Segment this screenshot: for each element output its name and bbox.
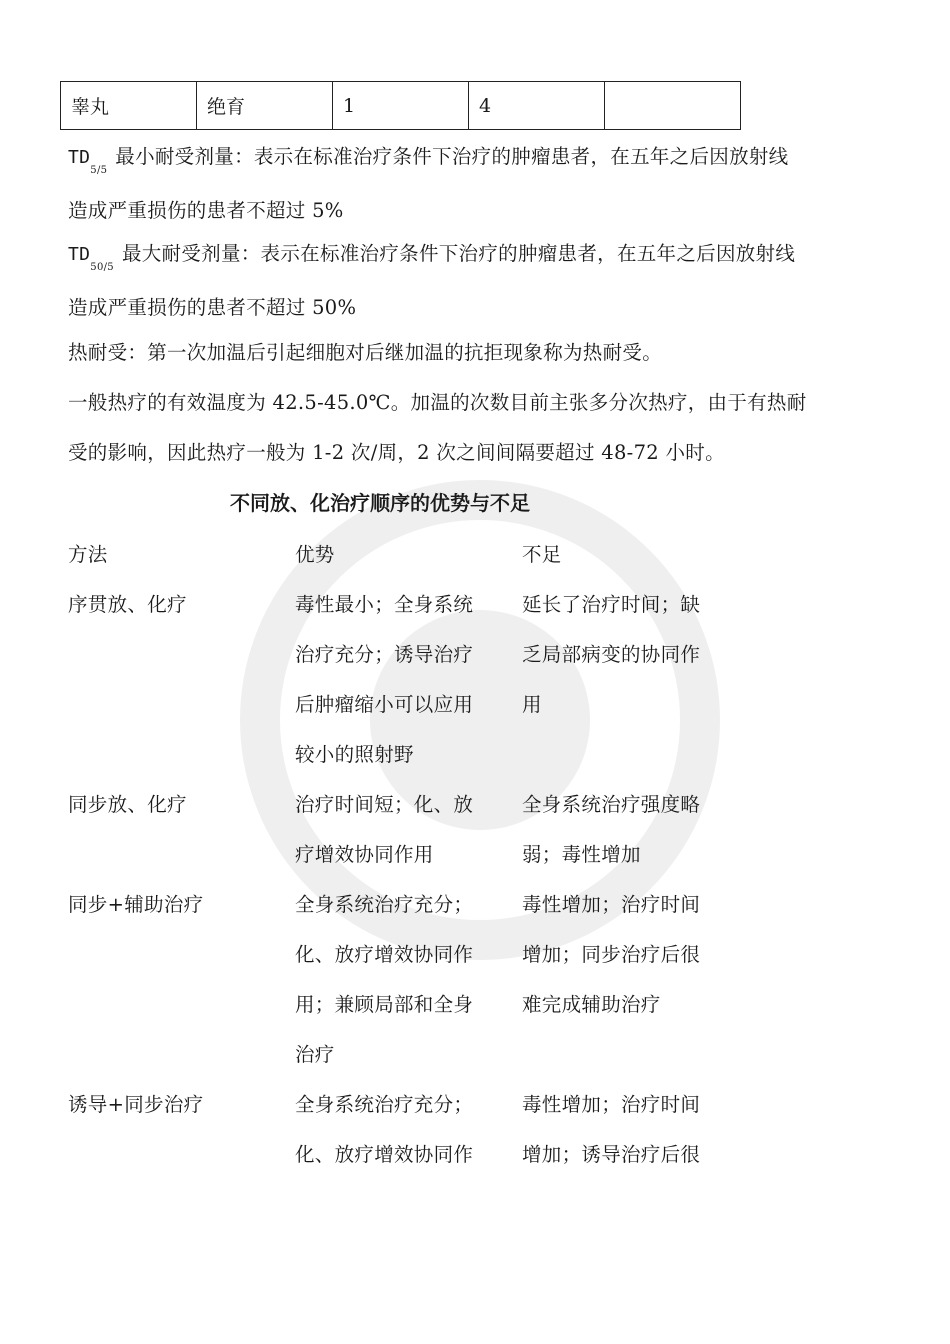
comparison-table [68, 530, 768, 1180]
disadvantage-line: 毒性增加；治疗时间 [522, 1093, 701, 1116]
disadvantage-line: 全身系统治疗强度略 [522, 793, 701, 816]
disadvantage-line: 毒性增加；治疗时间 [522, 893, 701, 916]
table-cell: 1 [333, 82, 469, 130]
method-cell [68, 1080, 295, 1180]
organ-dose-table [60, 81, 741, 130]
table-cell [605, 82, 741, 130]
thermo-tolerance-definition: 热耐受：第一次加温后引起细胞对后继加温的抗拒现象称为热耐受。 [68, 341, 663, 364]
disadvantage-line: 延长了治疗时间；缺 [522, 593, 701, 616]
comparison-row [68, 1080, 768, 1180]
advantage-line: 疗增效协同作用 [295, 843, 434, 866]
section-title: 不同放、化治疗顺序的优势与不足 [230, 491, 530, 515]
comparison-header-row [68, 530, 768, 580]
comparison-row [68, 780, 768, 880]
td55-definition [68, 132, 888, 236]
hyperthermia-line-2: 受的影响，因此热疗一般为 1-2 次/周，2 次之间间隔要超过 48-72 小时。 [68, 441, 725, 464]
disadvantage-line: 难完成辅助治疗 [522, 993, 661, 1016]
table-cell: 睾丸 [61, 82, 197, 130]
comparison-row [68, 580, 768, 780]
method-line: 同步+辅助治疗 [68, 893, 204, 916]
advantage-line: 化、放疗增效协同作 [295, 1143, 474, 1166]
method-cell [68, 780, 295, 880]
method-cell [68, 880, 295, 1080]
advantage-cell [295, 880, 522, 1080]
disadvantage-cell [522, 880, 732, 1080]
method-line: 诱导+同步治疗 [68, 1093, 204, 1116]
td-symbol: TD [68, 244, 91, 265]
disadvantage-line: 弱；毒性增加 [522, 843, 641, 866]
disadvantage-cell [522, 1080, 732, 1180]
td-symbol: TD [68, 147, 91, 168]
td55-line-1 [68, 132, 888, 186]
disadvantage-line: 乏局部病变的协同作 [522, 643, 701, 666]
advantage-line: 后肿瘤缩小可以应用 [295, 693, 474, 716]
disadvantage-line: 增加；同步治疗后很 [522, 943, 701, 966]
method-cell [68, 580, 295, 780]
advantage-line: 治疗 [295, 1043, 335, 1066]
td505-definition [68, 229, 888, 333]
advantage-cell [295, 580, 522, 780]
advantage-line: 治疗时间短；化、放 [295, 793, 474, 816]
td55-line-2: 造成严重损伤的患者不超过 5% [68, 199, 344, 222]
method-line: 序贯放、化疗 [68, 593, 187, 616]
disadvantage-line: 用 [522, 693, 542, 716]
hyperthermia-line-1: 一般热疗的有效温度为 42.5-45.0℃。加温的次数目前主张多分次热疗，由于有热耐 [68, 391, 807, 414]
advantage-line: 治疗充分；诱导治疗 [295, 643, 474, 666]
advantage-line: 全身系统治疗充分； [295, 893, 474, 916]
advantage-line: 化、放疗增效协同作 [295, 943, 474, 966]
td505-line-2: 造成严重损伤的患者不超过 50% [68, 296, 357, 319]
td-subscript: 5/5 [90, 165, 108, 176]
header-advantage: 优势 [295, 543, 335, 566]
header-disadvantage: 不足 [522, 543, 562, 566]
method-line: 同步放、化疗 [68, 793, 187, 816]
td505-line-1 [68, 229, 888, 283]
advantage-line: 全身系统治疗充分； [295, 1093, 474, 1116]
advantage-line: 用；兼顾局部和全身 [295, 993, 474, 1016]
disadvantage-cell [522, 580, 732, 780]
advantage-line: 毒性最小；全身系统 [295, 593, 474, 616]
td505-text: 最大耐受剂量：表示在标准治疗条件下治疗的肿瘤患者，在五年之后因放射线 [121, 242, 796, 265]
disadvantage-line: 增加；诱导治疗后很 [522, 1143, 701, 1166]
disadvantage-cell [522, 780, 732, 880]
advantage-cell [295, 780, 522, 880]
advantage-cell [295, 1080, 522, 1180]
td55-text: 最小耐受剂量：表示在标准治疗条件下治疗的肿瘤患者，在五年之后因放射线 [115, 145, 789, 168]
table-cell: 绝育 [197, 82, 333, 130]
advantage-line: 较小的照射野 [295, 743, 414, 766]
td-subscript: 50/5 [90, 262, 114, 273]
header-method: 方法 [68, 543, 108, 566]
hyperthermia-paragraph [68, 378, 888, 478]
table-cell: 4 [469, 82, 605, 130]
comparison-row [68, 880, 768, 1080]
table-row [61, 82, 741, 130]
